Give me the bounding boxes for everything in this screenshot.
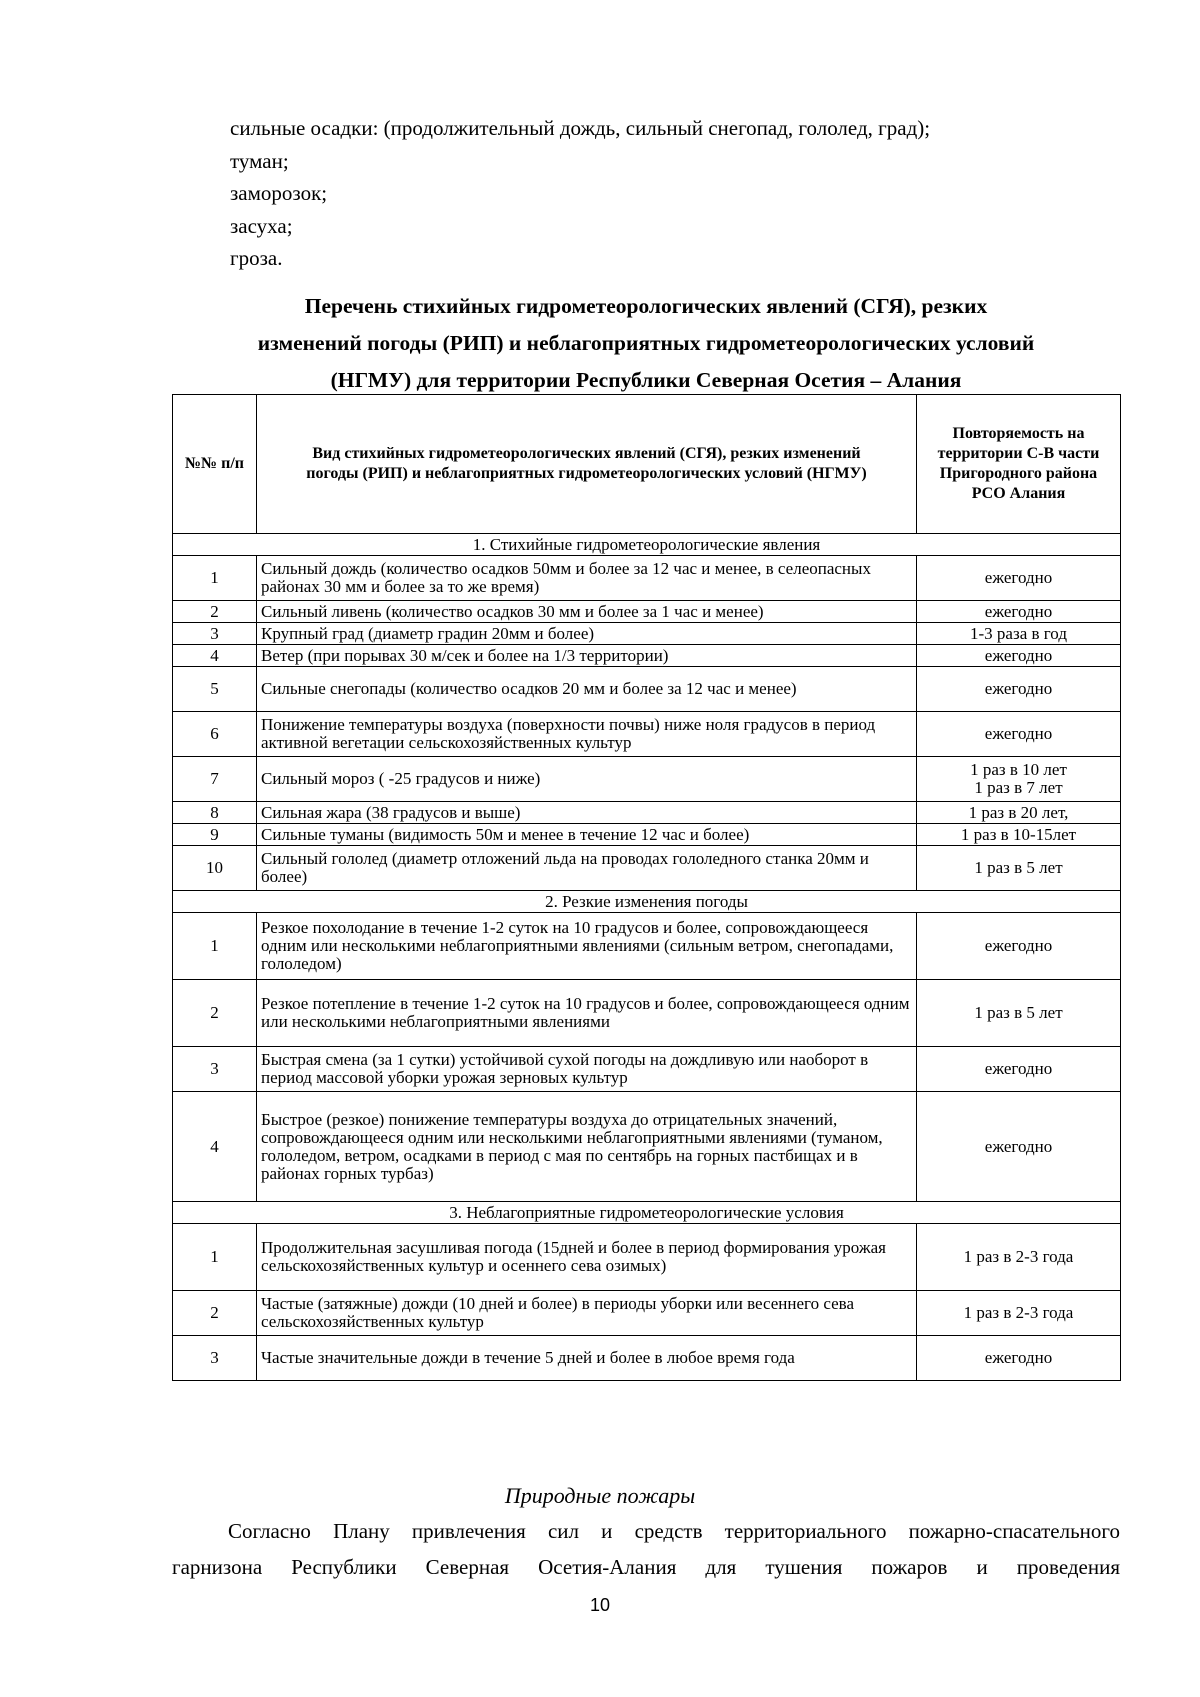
row-description: Частые значительные дожди в течение 5 дней и более в любое время года	[257, 1336, 917, 1381]
row-number: 4	[173, 1092, 257, 1202]
row-description: Ветер (при порывах 30 м/сек и более на 1/3 территории)	[257, 645, 917, 667]
frequency-line: 1 раз в 10 лет	[970, 760, 1067, 779]
list-item: заморозок;	[230, 181, 328, 205]
row-frequency: ежегодно	[917, 556, 1121, 601]
header-phenomenon-type: Вид стихийных гидрометеорологических явлений (СГЯ), резких изменений погоды (РИП) и неблагоприятных гидрометеорологических условий (НГМУ)	[257, 395, 917, 534]
row-frequency: ежегодно	[917, 1092, 1121, 1202]
table-row	[173, 623, 1121, 645]
table-row	[173, 824, 1121, 846]
table-title-line: (НГМУ) для территории Республики Северная Осетия – Алания	[330, 368, 962, 392]
list-item: засуха;	[230, 213, 293, 238]
table-header-row	[173, 395, 1121, 534]
table-row	[173, 601, 1121, 623]
row-frequency: 1 раз в 5 лет	[917, 980, 1121, 1047]
table-title-line: изменений погоды (РИП) и неблагоприятных гидрометеорологических условий	[257, 331, 1035, 355]
row-frequency: 1 раз в 5 лет	[917, 846, 1121, 891]
row-number: 2	[173, 601, 257, 623]
row-frequency: ежегодно	[917, 1047, 1121, 1092]
row-description: Продолжительная засушливая погода (15дней и более в период формирования урожая сельскохозяйственных культур и осеннего сева озимых)	[257, 1224, 917, 1291]
paragraph-line: гарнизона Республики Северная Осетия-Алания для тушения пожаров и проведения	[172, 1555, 1120, 1579]
paragraph-line: Согласно Плану привлечения сил и средств территориального пожарно-спасательного	[228, 1519, 1120, 1543]
list-item: сильные осадки: (продолжительный дождь, сильный снегопад, гололед, град);	[230, 116, 931, 140]
row-description: Сильный гололед (диаметр отложений льда на проводах гололедного станка 20мм и более)	[257, 846, 917, 891]
page-number: 10	[589, 1595, 611, 1615]
frequency-line: 1 раз в 7 лет	[974, 778, 1063, 797]
table-row	[173, 980, 1121, 1047]
table-section-row	[173, 534, 1121, 556]
row-frequency: 1 раз в 20 лет,	[917, 802, 1121, 824]
row-number: 5	[173, 667, 257, 712]
row-frequency: ежегодно	[917, 601, 1121, 623]
row-number: 4	[173, 645, 257, 667]
row-frequency: ежегодно	[917, 913, 1121, 980]
table-row	[173, 913, 1121, 980]
section-heading-fires: Природные пожары	[504, 1483, 696, 1508]
row-frequency: 1 раз в 10-15лет	[917, 824, 1121, 846]
section-title: 1. Стихийные гидрометеорологические явления	[173, 534, 1121, 556]
table-section-row	[173, 1202, 1121, 1224]
table-row	[173, 757, 1121, 802]
row-number: 3	[173, 1336, 257, 1381]
row-description: Сильный дождь (количество осадков 50мм и более за 12 час и менее, в селеопасных районах 30 мм и более за то же время)	[257, 556, 917, 601]
table-title-line: Перечень стихийных гидрометеорологических явлений (СГЯ), резких	[304, 294, 988, 318]
row-description: Сильные туманы (видимость 50м и менее в течение 12 час и более)	[257, 824, 917, 846]
row-description: Сильная жара (38 градусов и выше)	[257, 802, 917, 824]
row-number: 7	[173, 757, 257, 802]
row-description: Сильные снегопады (количество осадков 20 мм и более за 12 час и менее)	[257, 667, 917, 712]
table-row	[173, 556, 1121, 601]
row-description: Частые (затяжные) дожди (10 дней и более) в периоды уборки или весеннего сева сельскохозяйственных культур	[257, 1291, 917, 1336]
row-frequency: 1 раз в 2-3 года	[917, 1291, 1121, 1336]
row-number: 3	[173, 623, 257, 645]
row-frequency: ежегодно	[917, 712, 1121, 757]
table-row	[173, 1336, 1121, 1381]
phenomena-table	[172, 394, 1121, 1381]
table-row	[173, 1092, 1121, 1202]
header-number: №№ п/п	[173, 395, 257, 534]
row-frequency: ежегодно	[917, 645, 1121, 667]
row-description: Резкое потепление в течение 1-2 суток на 10 градусов и более, сопровождающееся одним или несколькими неблагоприятными явлениями	[257, 980, 917, 1047]
row-frequency: 1-3 раза в год	[917, 623, 1121, 645]
table-row	[173, 846, 1121, 891]
table-body	[173, 534, 1121, 1381]
row-description: Крупный град (диаметр градин 20мм и более)	[257, 623, 917, 645]
row-description: Понижение температуры воздуха (поверхности почвы) ниже ноля градусов в период активной вегетации сельскохозяйственных культур	[257, 712, 917, 757]
table-row	[173, 1047, 1121, 1092]
table-row	[173, 645, 1121, 667]
phenomena-list	[230, 112, 930, 275]
row-number: 8	[173, 802, 257, 824]
section-title: 3. Неблагоприятные гидрометеорологические условия	[173, 1202, 1121, 1224]
row-frequency: 1 раз в 2-3 года	[917, 1224, 1121, 1291]
table-row	[173, 712, 1121, 757]
table-title	[172, 288, 1120, 399]
table-row	[173, 1224, 1121, 1291]
table-row	[173, 802, 1121, 824]
row-description: Быстрая смена (за 1 сутки) устойчивой сухой погоды на дождливую или наоборот в период массовой уборки урожая зерновых культур	[257, 1047, 917, 1092]
row-frequency: ежегодно	[917, 667, 1121, 712]
row-number: 3	[173, 1047, 257, 1092]
header-frequency: Повторяемость на территории С-В части Пригородного района РСО Алания	[917, 395, 1121, 534]
row-description: Резкое похолодание в течение 1-2 суток на 10 градусов и более, сопровождающееся одним или несколькими неблагоприятными явлениями (сильным ветром, снегопадами, гололедом)	[257, 913, 917, 980]
table-row	[173, 667, 1121, 712]
row-description: Сильный мороз ( -25 градусов и ниже)	[257, 757, 917, 802]
list-item: туман;	[230, 148, 289, 173]
row-frequency	[917, 757, 1121, 802]
fires-paragraph	[172, 1513, 1120, 1585]
row-number: 2	[173, 980, 257, 1047]
row-number: 10	[173, 846, 257, 891]
row-number: 9	[173, 824, 257, 846]
table-row	[173, 1291, 1121, 1336]
row-number: 6	[173, 712, 257, 757]
table-section-row	[173, 891, 1121, 913]
row-description: Быстрое (резкое) понижение температуры воздуха до отрицательных значений, сопровождающееся одним или несколькими неблагоприятными явлениями (туманом, гололедом, ветром, осадками в период с мая по сентябрь на горных пастбищах и в районах горных турбаз)	[257, 1092, 917, 1202]
row-number: 1	[173, 556, 257, 601]
row-frequency: ежегодно	[917, 1336, 1121, 1381]
row-number: 1	[173, 1224, 257, 1291]
row-number: 1	[173, 913, 257, 980]
row-description: Сильный ливень (количество осадков 30 мм и более за 1 час и менее)	[257, 601, 917, 623]
list-item: гроза.	[230, 246, 283, 270]
row-number: 2	[173, 1291, 257, 1336]
section-title: 2. Резкие изменения погоды	[173, 891, 1121, 913]
